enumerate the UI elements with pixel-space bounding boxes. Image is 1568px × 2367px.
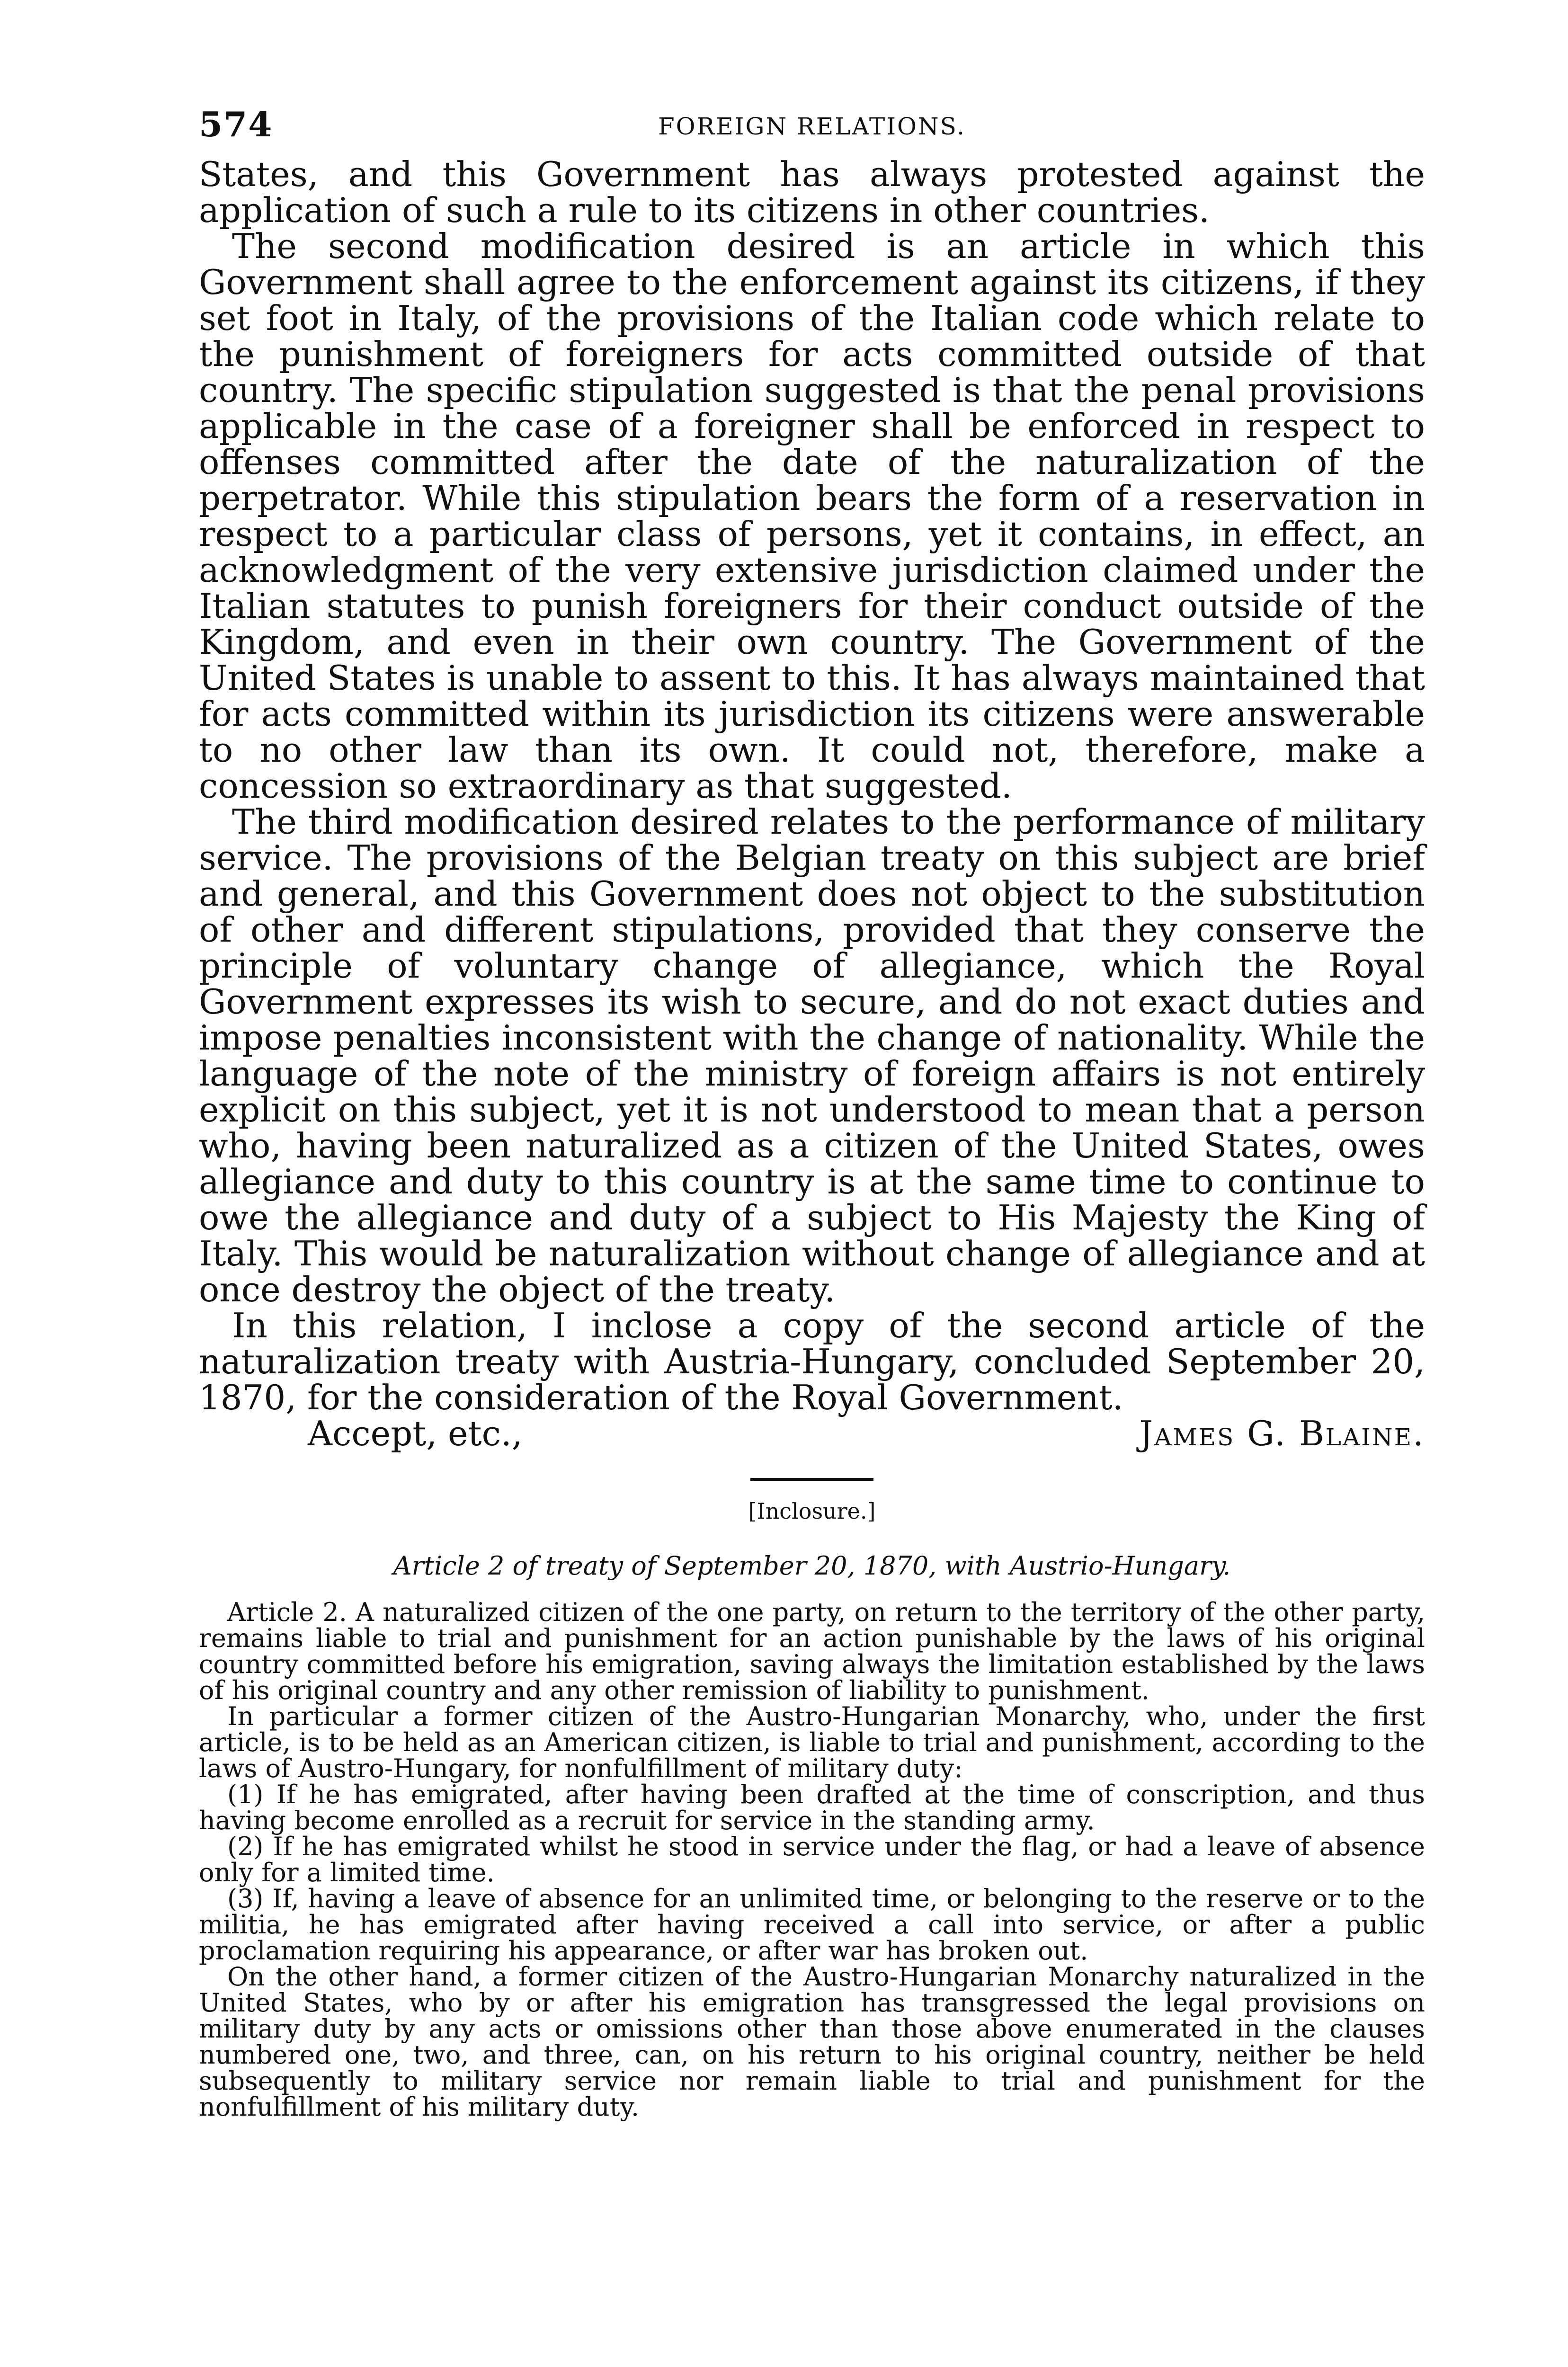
section-divider — [750, 1478, 873, 1481]
enclosure-paragraph: On the other hand, a former citizen of the Austro-Hungarian Monarchy naturalized in the United States, who by or after his emigration has transgressed the legal provisions on military duty by any acts or omissions other than those above enumerated in the clauses numbered one, two, and three, can, on his return to his original country, neither be held subsequently to military service nor remain liable to trial and punishment for the nonfulfillment of his military duty. — [199, 1962, 1425, 2122]
letter-paragraph: States, and this Government has always protested against the application of such a rule to its citizens in other countries. — [199, 154, 1425, 230]
enclosure-paragraph: In particular a former citizen of the Austro-Hungarian Monarchy, who, under the first article, is to be held as an American citizen, is liable to trial and punishment, according to the laws of Austro-Hungary, for nonfulfillment of military duty: — [199, 1701, 1425, 1783]
enclosure-paragraph: (3) If, having a leave of absence for an unlimited time, or belonging to the reserve or to the militia, he has emigrated after having received a call into service, or after a public proclamation requiring his appearance, or after war has broken out. — [199, 1884, 1425, 1966]
enclosure-paragraph: (1) If he has emigrated, after having been drafted at the time of conscription, and thus having become enrolled as a recruit for service in the standing army. — [199, 1780, 1425, 1835]
letter-paragraph: The second modification desired is an article in which this Government shall agree to the enforcement against its citizens, if they set foot in Italy, of the provisions of the Italian code which relate to the punishment of foreigners for acts committed outside of that country. The specific stipulation suggested is that the penal provisions applicable in the case of a foreigner shall be enforced in respect to offenses committed after the date of the naturalization of the perpetrator. While this stipulation bears the form of a reservation in respect to a particular class of persons, yet it contains, in effect, an acknowledgment of the very extensive jurisdiction claimed under the Italian statutes to punish foreigners for their conduct outside of the Kingdom, and even in their own country. The Government of the United States is unable to assent to this. It has always maintained that for acts committed within its jurisdiction its citizens were answerable to no other law than its own. It could not, therefore, make a concession so extraordinary as that suggested. — [199, 226, 1425, 806]
signature-block — [199, 1415, 1425, 1453]
signature: James G. Blaine. — [1139, 1414, 1425, 1453]
page-header — [199, 95, 1425, 156]
enclosure-title: Article 2 of treaty of September 20, 1870, with Austrio-Hungary. — [393, 1551, 1231, 1581]
letter-body — [199, 156, 1425, 1415]
enclosure-paragraph: Article 2. A naturalized citizen of the one party, on return to the territory of the other party, remains liable to trial and punishment for an action punishable by the laws of his original country committed before his emigration, saving always the limitation established by the laws of his original country and any other remission of liability to punishment. — [199, 1597, 1425, 1705]
letter-paragraph: In this relation, I inclose a copy of the second article of the naturalization treaty with Austria-Hungary, concluded September 20, 1870, for the consideration of the Royal Government. — [199, 1306, 1425, 1417]
letter-paragraph: The third modification desired relates to the performance of military service. The provisions of the Belgian treaty on this subject are brief and general, and this Government does not object to the substitution of other and different stipulations, provided that they conserve the principle of voluntary change of allegiance, which the Royal Government expresses its wish to secure, and do not exact duties and impose penalties inconsistent with the change of nationality. While the language of the note of the ministry of foreign affairs is not entirely explicit on this subject, yet it is not understood to mean that a person who, having been naturalized as a citizen of the United States, owes allegiance and duty to this country is at the same time to continue to owe the allegiance and duty of a subject to His Majesty the King of Italy. This would be naturalization without change of allegiance and at once destroy the object of the treaty. — [199, 802, 1425, 1309]
enclosure-paragraph: (2) If he has emigrated whilst he stood in service under the flag, or had a leave of absence only for a limited time. — [199, 1832, 1425, 1887]
closing-text: Accept, etc., — [308, 1414, 523, 1453]
enclosure-body — [199, 1599, 1425, 2120]
document-page — [199, 95, 1425, 2367]
enclosure-label: [Inclosure.] — [748, 1498, 876, 1524]
running-head: FOREIGN RELATIONS. — [658, 113, 966, 140]
page-number: 574 — [199, 104, 273, 144]
